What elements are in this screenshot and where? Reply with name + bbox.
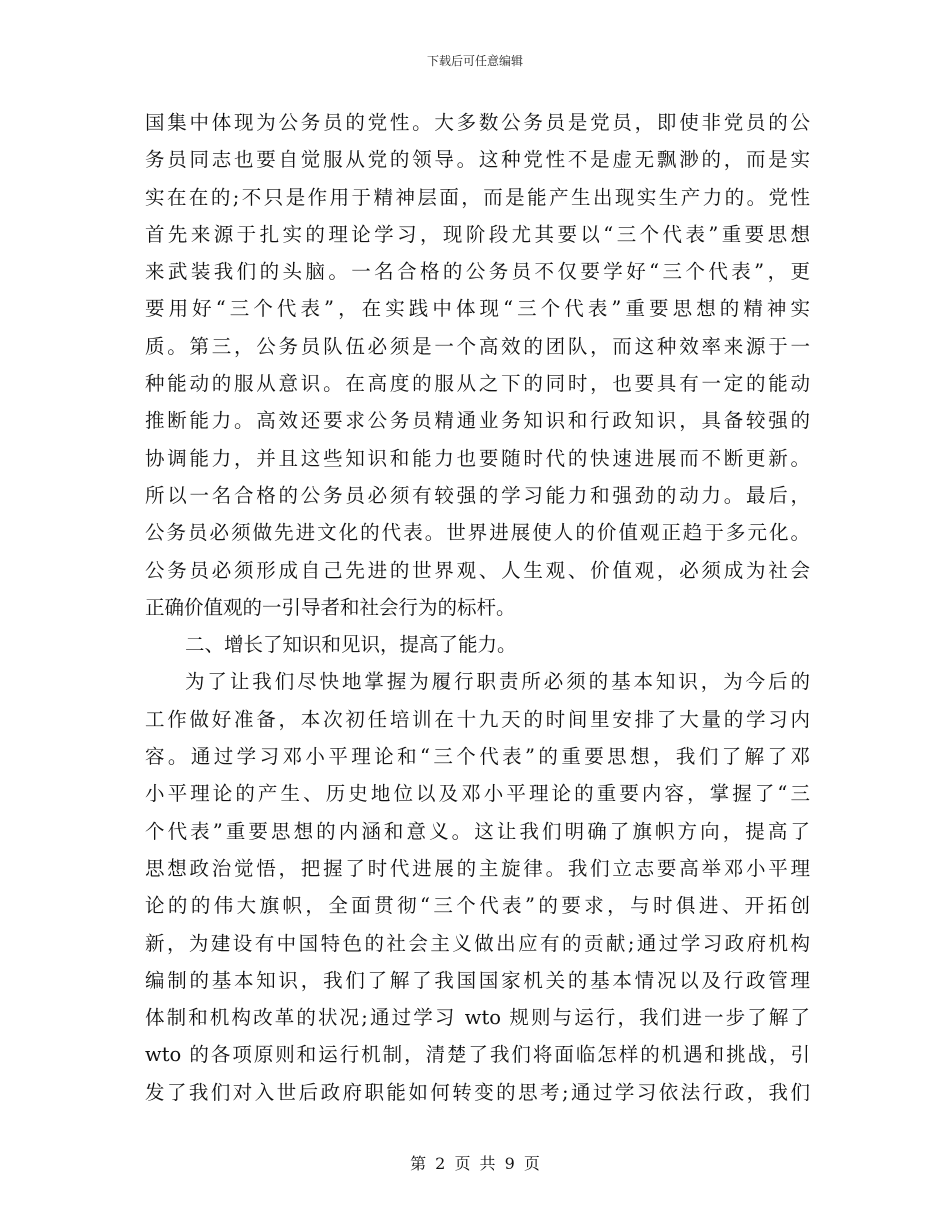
text-line: 推断能力。高效还要求公务员精通业务知识和行政知识，具备较强的 [145, 409, 810, 433]
text-line: 小平理论的产生、历史地位以及邓小平理论的重要内容，掌握了“三 [145, 782, 810, 806]
page-number: 第 2 页 共 9 页 [410, 1154, 540, 1173]
text-line: wto 的各项原则和运行机制，清楚了我们将面临怎样的机遇和挑战，引 [145, 1043, 810, 1067]
text-line: 国集中体现为公务员的党性。大多数公务员是党员，即使非党员的公 [145, 111, 810, 134]
text-line: 容。通过学习邓小平理论和“三个代表”的重要思想，我们了解了邓 [145, 745, 810, 769]
text-line: 发了我们对入世后政府职能如何转变的思考;通过学习依法行政，我们 [145, 1080, 810, 1104]
document-body [145, 104, 810, 1111]
text-line: 务员同志也要自觉服从党的领导。这种党性不是虚无飘渺的，而是实 [145, 148, 810, 172]
text-line: 体制和机构改革的状况;通过学习 wto 规则与运行，我们进一步了解了 [145, 1006, 810, 1030]
text-line: 新，为建设有中国特色的社会主义做出应有的贡献;通过学习政府机构 [145, 931, 810, 955]
text-line: 来武装我们的头脑。一名合格的公务员不仅要学好“三个代表”，更 [145, 260, 810, 284]
text-line: 要用好“三个代表”，在实践中体现“三个代表”重要思想的精神实 [145, 297, 810, 321]
section-heading: 二、增长了知识和见识，提高了能力。 [185, 633, 517, 657]
text-line: 协调能力，并且这些知识和能力也要随时代的快速进展而不断更新。 [145, 446, 810, 470]
text-line: 思想政治觉悟，把握了时代进展的主旋律。我们立志要高举邓小平理 [145, 856, 810, 880]
text-line: 公务员必须形成自己先进的世界观、人生观、价值观，必须成为社会 [145, 558, 810, 582]
page-header-note: 下载后可任意编辑 [426, 54, 523, 68]
text-line: 公务员必须做先进文化的代表。世界进展使人的价值观正趋于多元化。 [145, 521, 810, 545]
text-line: 所以一名合格的公务员必须有较强的学习能力和强劲的动力。最后， [145, 483, 810, 507]
text-line: 个代表”重要思想的内涵和意义。这让我们明确了旗帜方向，提高了 [145, 819, 810, 843]
text-line: 编制的基本知识，我们了解了我国国家机关的基本情况以及行政管理 [145, 968, 810, 992]
text-line: 为了让我们尽快地掌握为履行职责所必须的基本知识，为今后的 [185, 670, 810, 694]
text-line: 种能动的服从意识。在高度的服从之下的同时，也要具有一定的能动 [145, 372, 810, 396]
text-line: 实在在的;不只是作用于精神层面，而是能产生出现实生产力的。党性 [145, 185, 810, 209]
text-line: 论的的伟大旗帜，全面贯彻“三个代表”的要求，与时俱进、开拓创 [145, 894, 810, 918]
text-line: 工作做好准备，本次初任培训在十九天的时间里安排了大量的学习内 [145, 707, 810, 731]
text-line: 质。第三，公务员队伍必须是一个高效的团队，而这种效率来源于一 [145, 334, 810, 358]
text-line: 正确价值观的一引导者和社会行为的标杆。 [145, 595, 516, 619]
text-line: 首先来源于扎实的理论学习，现阶段尤其要以“三个代表”重要思想 [145, 222, 810, 246]
